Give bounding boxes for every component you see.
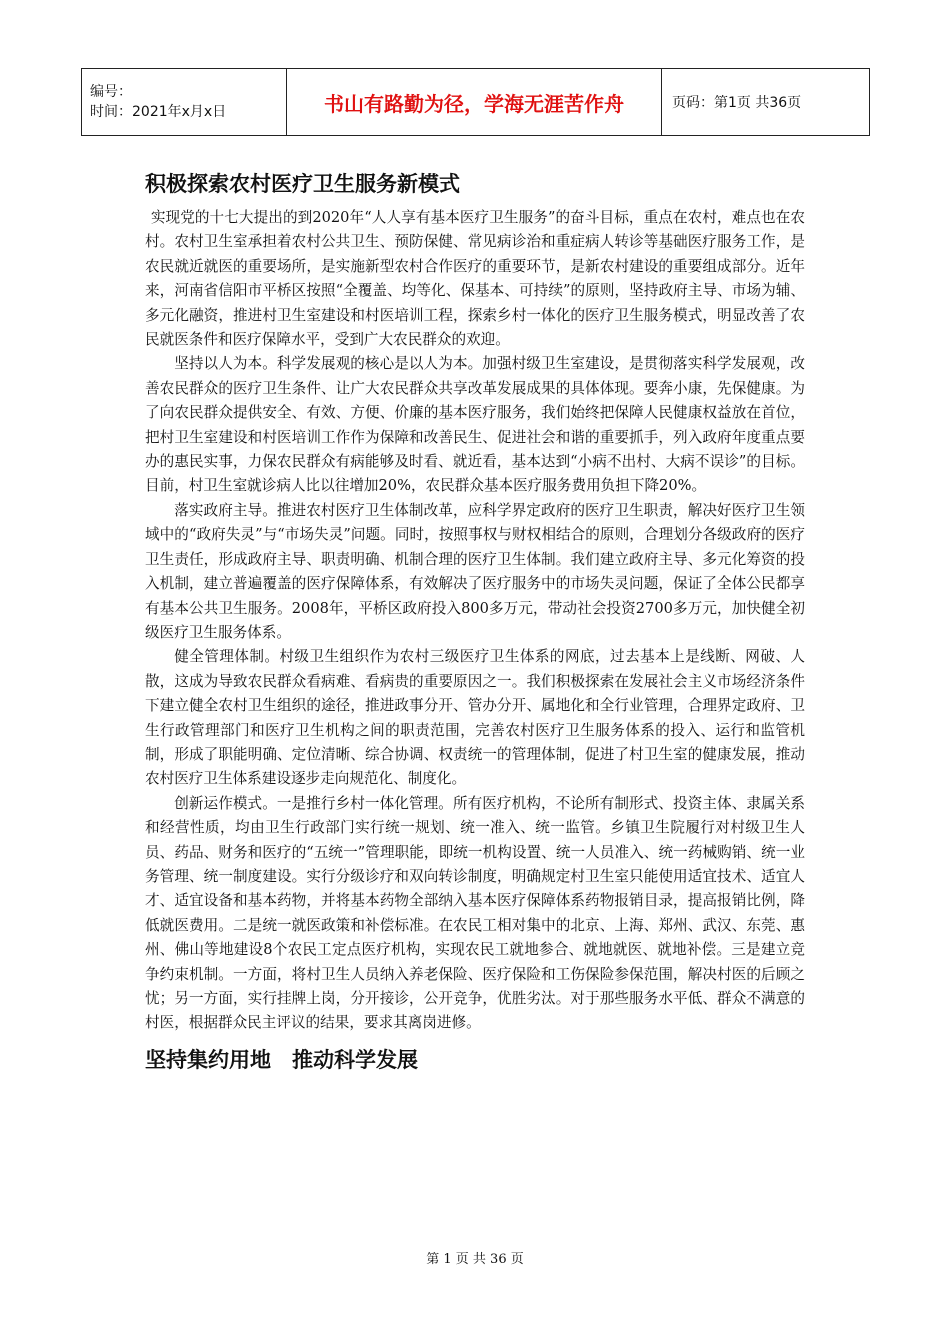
paragraph: 创新运作模式。一是推行乡村一体化管理。所有医疗机构，不论所有制形式、投资主体、隶属关系和经营性质，均由卫生行政部门实行统一规划、统一准入、统一监管。乡镇卫生院履行对村级卫生人员、药品、财务和医疗的“五统一”管理职能，即统一机构设置、统一人员准入、统一药械购销、统一业务管理、统一制度建设。实行分级诊疗和双向转诊制度，明确规定村卫生室只能使用适宜技术、适宜人才、适宜设备和基本药物，并将基本药物全部纳入基本医疗保障体系药物报销目录，提高报销比例，降低就医费用。二是统一就医政策和补偿标准。在农民工相对集中的北京、上海、郑州、武汉、东莞、惠州、佛山等地建设8个农民工定点医疗机构，实现农民工就地参合、就地就医、就地补偿。三是建立竞争约束机制。一方面，将村卫生人员纳入养老保险、医疗保险和工伤保险参保范围，解决村医的后顾之忧；另一方面，实行挂牌上岗，分开接诊，公开竞争，优胜劣汰。对于那些服务水平低、群众不满意的村医，根据群众民主评议的结果，要求其离岗进修。: [145, 794, 805, 1032]
page-footer: 第 1 页 共 36 页: [426, 1252, 524, 1267]
next-article-title: 坚持集约用地 推动科学发展: [145, 1047, 418, 1072]
paragraph: 落实政府主导。推进农村医疗卫生体制改革，应科学界定政府的医疗卫生职责，解决好医疗卫生领域中的“政府失灵”与“市场失灵”问题。同时，按照事权与财权相结合的原则，合理划分各级政府的医疗卫生责任，形成政府主导、职责明确、机制合理的医疗卫生体制。我们建立政府主导、多元化筹资的投入机制，建立普遍覆盖的医疗保障体系，有效解决了医疗服务中的市场失灵问题，保证了全体公民都享有基本公共卫生服务。2008年，平桥区政府投入800多万元，带动社会投资2700多万元，加快健全初级医疗卫生服务体系。: [145, 501, 805, 641]
paragraph: 坚持以人为本。科学发展观的核心是以人为本。加强村级卫生室建设，是贯彻落实科学发展观，改善农民群众的医疗卫生条件、让广大农民群众共享改革发展成果的具体体现。要奔小康，先保健康。为了向农民群众提供安全、有效、方便、价廉的基本医疗服务，我们始终把保障人民健康权益放在首位，把村卫生室建设和村医培训工作作为保障和改善民生、促进社会和谐的重要抓手，列入政府年度重点要办的惠民实事，力保农民群众有病能够及时看、就近看，基本达到“小病不出村、大病不误诊”的目标。目前，村卫生室就诊病人比以往增加20%，农民群众基本医疗服务费用负担下降20%。: [145, 355, 805, 495]
document-time: 时间：2021年x月x日: [90, 104, 227, 120]
article-body: [145, 168, 805, 1076]
paragraph: 健全管理体制。村级卫生组织作为农村三级医疗卫生体系的网底，过去基本上是线断、网破、人散，这成为导致农民群众看病难、看病贵的重要原因之一。我们积极探索在发展社会主义市场经济条件下建立健全农村卫生组织的途径，推进政事分开、管办分开、属地化和全行业管理，合理界定政府、卫生行政管理部门和医疗卫生机构之间的职责范围，完善农村医疗卫生服务体系的投入、运行和监管机制，形成了职能明确、定位清晰、综合协调、权责统一的管理体制，促进了村卫生室的健康发展，推动农村医疗卫生体系建设逐步走向规范化、制度化。: [145, 648, 805, 788]
paragraph: 实现党的十七大提出的到2020年“人人享有基本医疗卫生服务”的奋斗目标，重点在农村，难点也在农村。农村卫生室承担着农村公共卫生、预防保健、常见病诊治和重症病人转诊等基础医疗服务工作，是农民就近就医的重要场所，是实施新型农村合作医疗的重要环节，是新农村建设的重要组成部分。近年来，河南省信阳市平桥区按照“全覆盖、均等化、保基本、可持续”的原则，坚持政府主导、市场为辅、多元化融资，推进村卫生室建设和村医培训工程，探索乡村一体化的医疗卫生服务模式，明显改善了农民就医条件和医疗保障水平，受到广大农民群众的欢迎。: [145, 209, 805, 349]
header-meta: [82, 69, 287, 136]
header-page-info: 页码：第1页 共36页: [662, 69, 870, 136]
header-motto: 书山有路勤为径，学海无涯苦作舟: [287, 69, 662, 136]
header-table: [81, 68, 870, 136]
article-title: 积极探索农村医疗卫生服务新模式: [145, 172, 460, 196]
document-number: 编号：: [90, 84, 132, 100]
